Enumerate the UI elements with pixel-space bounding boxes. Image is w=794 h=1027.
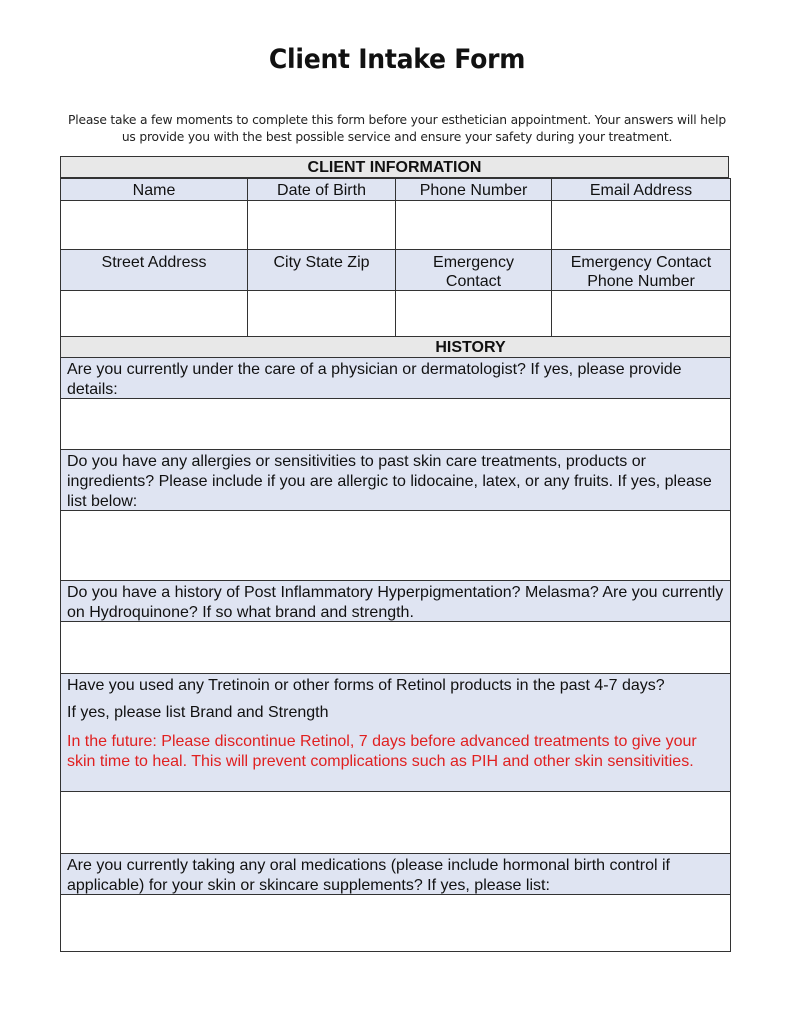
retinol-warning-note: In the future: Please discontinue Retinol, 7 days before advanced treatments to give your skin time to heal. This will prevent complications such as PIH and other skin sensitivities. (67, 733, 697, 770)
answer-physician-care[interactable] (60, 398, 731, 450)
city-state-zip-field[interactable] (247, 290, 396, 337)
answer-retinol[interactable] (60, 791, 731, 854)
emergency-contact-field[interactable] (395, 290, 552, 337)
answer-oral-medications[interactable] (60, 894, 731, 952)
question-hyperpigmentation: Do you have a history of Post Inflammatory Hyperpigmentation? Melasma? Are you currently on Hydroquinone? If so what brand and strength. (60, 580, 731, 622)
label-emergency-contact-phone: Emergency Contact Phone Number (551, 249, 731, 291)
page-title: Client Intake Form (268, 44, 526, 75)
question-retinol-block (60, 673, 731, 792)
emergency-contact-phone-field[interactable] (551, 290, 731, 337)
label-date-of-birth: Date of Birth (247, 178, 396, 201)
question-retinol-brand: If yes, please list Brand and Strength (67, 704, 329, 721)
street-address-field[interactable] (60, 290, 248, 337)
client-info-section-header (60, 156, 729, 178)
intro-text: Please take a few moments to complete this form before your esthetician appointment. Your answers will help us provide you with the best possible service and ensure your safety during your treatment. (68, 113, 726, 144)
question-oral-medications: Are you currently taking any oral medications (please include hormonal birth control if applicable) for your skin or skincare supplements? If yes, please list: (60, 853, 731, 895)
answer-allergies[interactable] (60, 510, 731, 581)
label-phone-number: Phone Number (395, 178, 552, 201)
label-name: Name (60, 178, 248, 201)
label-emergency-contact: Emergency Contact (395, 249, 552, 291)
question-allergies: Do you have any allergies or sensitivities to past skin care treatments, products or ingredients? Please include if you are allergic to lidocaine, latex, or any fruits. If yes, please list below: (60, 449, 731, 511)
client-info-title: CLIENT INFORMATION (307, 159, 482, 176)
name-field[interactable] (60, 200, 248, 250)
question-physician-care: Are you currently under the care of a physician or dermatologist? If yes, please provide details: (60, 357, 731, 399)
question-retinol: Have you used any Tretinoin or other forms of Retinol products in the past 4-7 days? (67, 677, 665, 694)
phone-number-field[interactable] (395, 200, 552, 250)
answer-hyperpigmentation[interactable] (60, 621, 731, 674)
date-of-birth-field[interactable] (247, 200, 396, 250)
history-section-header (60, 336, 731, 358)
label-city-state-zip: City State Zip (247, 249, 396, 291)
label-street-address: Street Address (60, 249, 248, 291)
label-email-address: Email Address (551, 178, 731, 201)
history-title: HISTORY (435, 339, 506, 356)
email-address-field[interactable] (551, 200, 731, 250)
